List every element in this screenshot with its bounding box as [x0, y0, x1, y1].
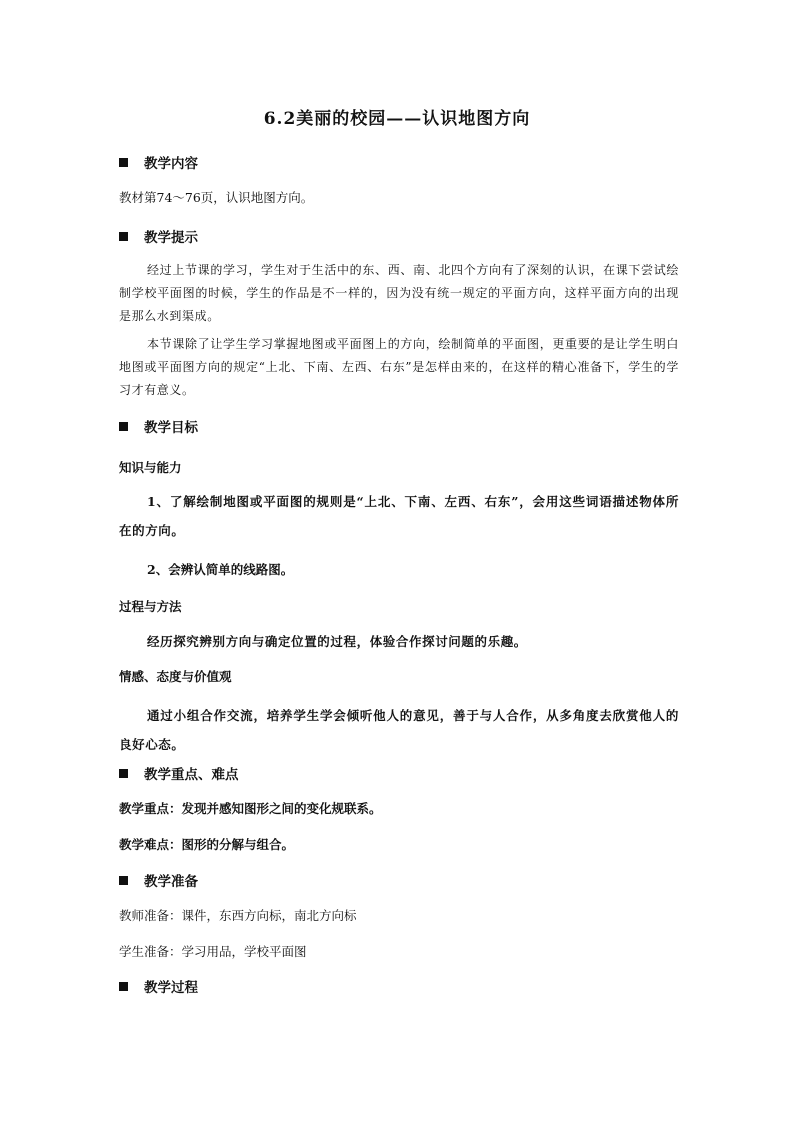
section-heading: 教学准备	[144, 874, 198, 890]
student-preparation-text: 学生准备：学习用品，学校平面图	[119, 944, 307, 959]
section-teaching-hint	[119, 226, 198, 246]
hint-paragraph-2: 本节课除了让学生学习掌握地图或平面图上的方向，绘制简单的平面图，更重要的是让学生明白地图或平面图方向的规定“上北、下南、左西、右东”是怎样由来的，在这样的精心准备下，学生的学习才有意义。	[119, 337, 679, 397]
section-teaching-content	[119, 152, 198, 172]
knowledge-item-1: 1、了解绘制地图或平面图的规则是“上北、下南、左西、右东”，会用这些词语描述物体所在的方向。	[119, 494, 679, 538]
knowledge-heading: 知识与能力	[119, 460, 182, 475]
process-method-heading: 过程与方法	[119, 599, 182, 614]
knowledge-item-2: 2、会辨认简单的线路图。	[147, 562, 294, 577]
section-heading: 教学目标	[144, 420, 198, 436]
section-heading: 教学过程	[144, 980, 198, 996]
process-method-text: 经历探究辨别方向与确定位置的过程，体验合作探讨问题的乐趣。	[147, 634, 527, 649]
square-bullet-icon	[119, 422, 128, 431]
section-teaching-preparation	[119, 870, 198, 890]
emotion-heading: 情感、态度与价值观	[119, 669, 232, 684]
square-bullet-icon	[119, 876, 128, 885]
difficult-point-text: 教学难点：图形的分解与组合。	[119, 837, 295, 852]
teaching-content-text: 教材第74～76页，认识地图方向。	[119, 190, 314, 205]
section-heading: 教学提示	[144, 230, 198, 246]
key-point-text: 教学重点：发现并感知图形之间的变化规联系。	[119, 801, 382, 816]
section-teaching-goal	[119, 416, 198, 436]
page-title: 6.2美丽的校园——认识地图方向	[263, 109, 531, 129]
section-key-points	[119, 763, 239, 783]
emotion-text: 通过小组合作交流，培养学生学会倾听他人的意见，善于与人合作，从多角度去欣赏他人的良好心态。	[119, 708, 679, 752]
square-bullet-icon	[119, 158, 128, 167]
teacher-preparation-text: 教师准备：课件，东西方向标，南北方向标	[119, 908, 357, 923]
square-bullet-icon	[119, 982, 128, 991]
square-bullet-icon	[119, 232, 128, 241]
section-teaching-process	[119, 976, 198, 996]
section-heading: 教学内容	[144, 156, 198, 172]
section-heading: 教学重点、难点	[144, 767, 239, 783]
square-bullet-icon	[119, 769, 128, 778]
hint-paragraph-1: 经过上节课的学习，学生对于生活中的东、西、南、北四个方向有了深刻的认识，在课下尝试绘制学校平面图的时候，学生的作品是不一样的，因为没有统一规定的平面方向，这样平面方向的出现是那么水到渠成。	[119, 263, 679, 323]
